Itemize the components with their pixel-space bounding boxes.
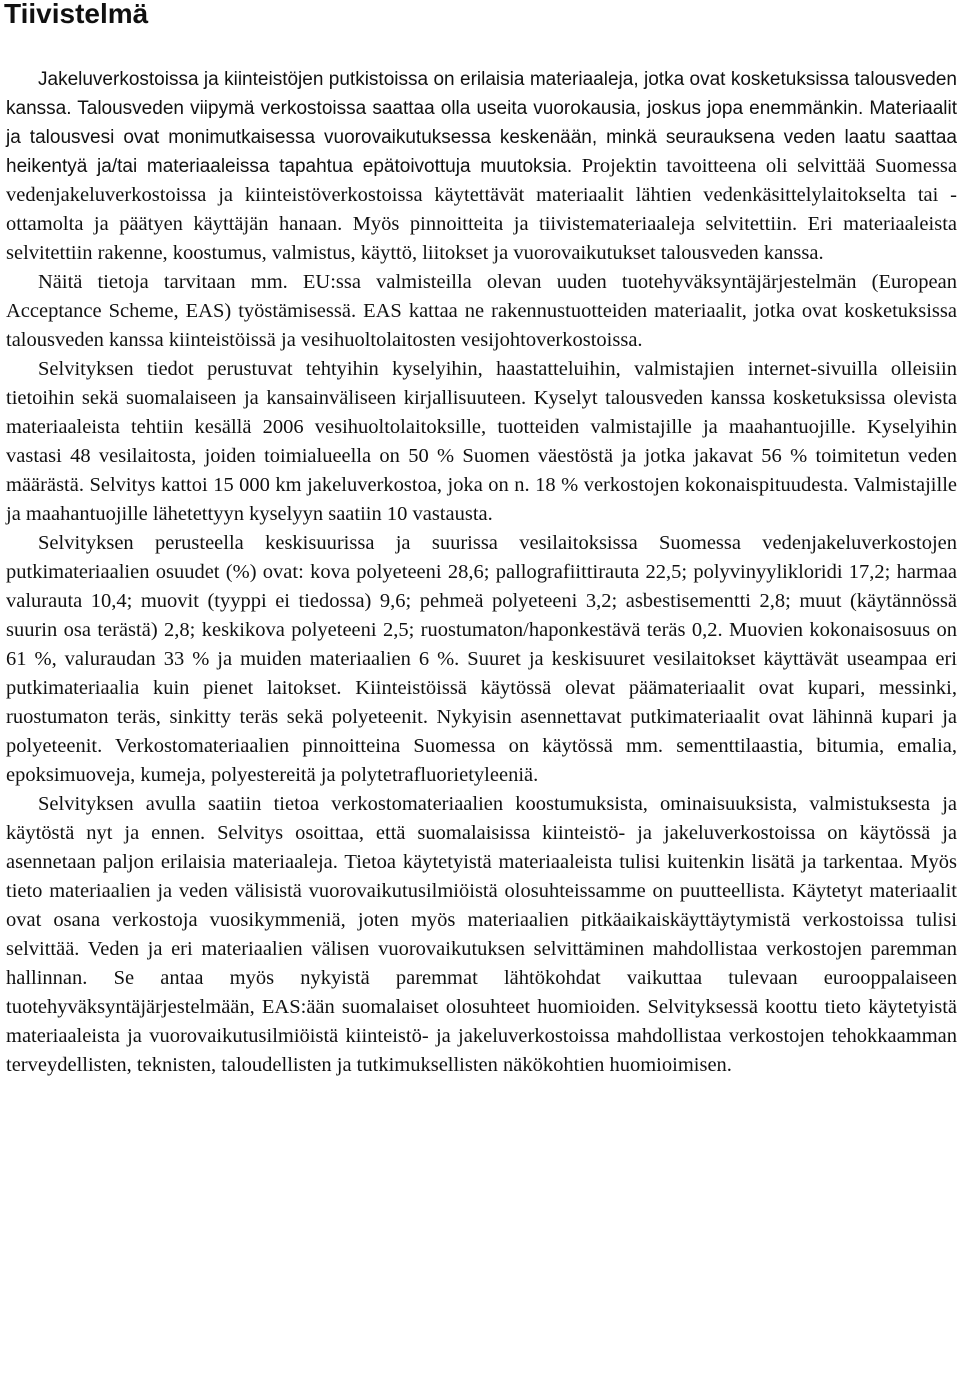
document-body — [6, 65, 957, 1080]
paragraph-1-run-1: Jakeluverkostoissa ja kiinteistöjen putkistoissa on erilaisia materiaaleja, jotka ovat kosketuksissa talousveden kanssa. Talousveden viipymä verkostoissa saattaa olla useita vuorokausia, joskus jopa enemmänkin. Materiaalit ja talousvesi ovat monimutkaisessa vuorovaikutuksessa keskenään, minkä seurauksena veden laatu saattaa heikentyä ja/tai materiaaleissa tapahtua epätoivottuja muutoksia. — [6, 69, 957, 177]
paragraph-5 — [6, 790, 957, 1080]
paragraph-1-run-2: Projektin tavoitteena oli selvittää Suomessa vedenjakeluverkostoissa ja kiinteistöverkostoissa käytettävät materiaalit lähtien vedenkäsittelylaitokselta tai -ottamolta ja päätyen käyttäjän hanaan. Myös pinnoitteita ja tiivistemateriaaleja selvitettiin. Eri materiaaleista selvitettiin rakenne, koostumus, valmistus, käyttö, liitokset ja vuorovaikutukset talousveden kanssa. — [6, 155, 957, 264]
paragraph-5-text: Selvityksen avulla saatiin tietoa verkostomateriaalien koostumuksista, ominaisuuksista, valmistuksesta ja käytöstä nyt ja ennen. Selvitys osoittaa, että suomalaisissa kiinteistö- ja jakeluverkostoissa on käytössä ja asennetaan paljon erilaisia materiaaleja. Tietoa käytetyistä materiaaleista tulisi kuitenkin lisätä ja tarkentaa. Myös tieto materiaalien ja veden välisistä vuorovaikutusilmiöistä olosuhteissamme on puutteellista. Käytetyt materiaalit ovat osana verkostoja vuosikymmeniä, joten myös materiaalien pitkäaikaiskäyttäytymistä verkostoissa tulisi selvittää. Veden ja eri materiaalien välisen vuorovaikutuksen selvittäminen mahdollistaa verkostojen paremman hallinnan. Se antaa myös nykyistä paremmat lähtökohdat vaikuttaa tulevaan eurooppalaiseen tuotehyväksyntäjärjestelmään, EAS:ään suomalaiset olosuhteet huomioiden. Selvityksessä koottu tieto käytetyistä materiaaleista ja vuorovaikutusilmiöistä kiinteistö- ja jakeluverkostoissa mahdollistaa verkostojen tehokkaamman terveydellisten, teknisten, taloudellisten ja tutkimuksellisten näkökohtien huomioimisen. — [6, 793, 957, 1076]
paragraph-4-text: Selvityksen perusteella keskisuurissa ja suurissa vesilaitoksissa Suomessa vedenjakeluverkostojen putkimateriaalien osuudet (%) ovat: kova polyeteeni 28,6; pallografiittirauta 22,5; polyvinyylikloridi 17,2; harmaa valurauta 10,4; muovit (tyyppi ei tiedossa) 9,6; pehmeä polyeteeni 3,2; asbestisementti 2,8; muut (käytännössä suurin osa terästä) 2,8; keskikova polyeteeni 2,5; ruostumaton/haponkestävä teräs 0,2. Muovien kokonaisosuus on 61 %, valuraudan 33 % ja muiden materiaalien 6 %. Suuret ja keskisuuret vesilaitokset käyttävät useampaa eri putkimateriaalia kuin pienet laitokset. Kiinteistöissä käytössä olevat päämateriaalit ovat kupari, messinki, ruostumaton teräs, sinkitty teräs sekä polyeteenit. Nykyisin asennettavat putkimateriaalit ovat lähinnä kupari ja polyeteenit. Verkostomateriaalien pinnoitteina Suomessa on käytössä mm. sementtilaastia, bitumia, emalia, epoksimuoveja, kumeja, polyestereitä ja polytetrafluorietyleeniä. — [6, 532, 957, 786]
paragraph-2-text: Näitä tietoja tarvitaan mm. EU:ssa valmisteilla olevan uuden tuotehyväksyntäjärjestelmän (European Acceptance Scheme, EAS) työstämisessä. EAS kattaa ne rakennustuotteiden materiaalit, jotka ovat kosketuksissa talousveden kanssa kiinteistöissä ja vesihuoltolaitosten vesijohtoverkostoissa. — [6, 271, 957, 351]
paragraph-3 — [6, 355, 957, 529]
paragraph-3-text: Selvityksen tiedot perustuvat tehtyihin kyselyihin, haastatteluihin, valmistajien internet-sivuilla olleisiin tietoihin sekä suomalaiseen ja kansainväliseen kirjallisuuteen. Kyselyt talousveden kanssa kosketuksissa olevista materiaaleista tehtiin kesällä 2006 vesihuoltolaitoksille, tuotteiden valmistajille ja maahantuojille. Kyselyihin vastasi 48 vesilaitosta, joiden toimialueella on 50 % Suomen väestöstä ja jotka jakavat 56 % toimitetun veden määrästä. Selvitys kattoi 15 000 km jakeluverkostoa, joka on n. 18 % verkostojen kokonaispituudesta. Valmistajille ja maahantuojille lähetettyyn kyselyyn saatiin 10 vastausta. — [6, 358, 957, 525]
paragraph-2 — [6, 268, 957, 355]
paragraph-4 — [6, 529, 957, 790]
page-title: Tiivistelmä — [4, 0, 149, 29]
paragraph-1 — [6, 65, 957, 268]
